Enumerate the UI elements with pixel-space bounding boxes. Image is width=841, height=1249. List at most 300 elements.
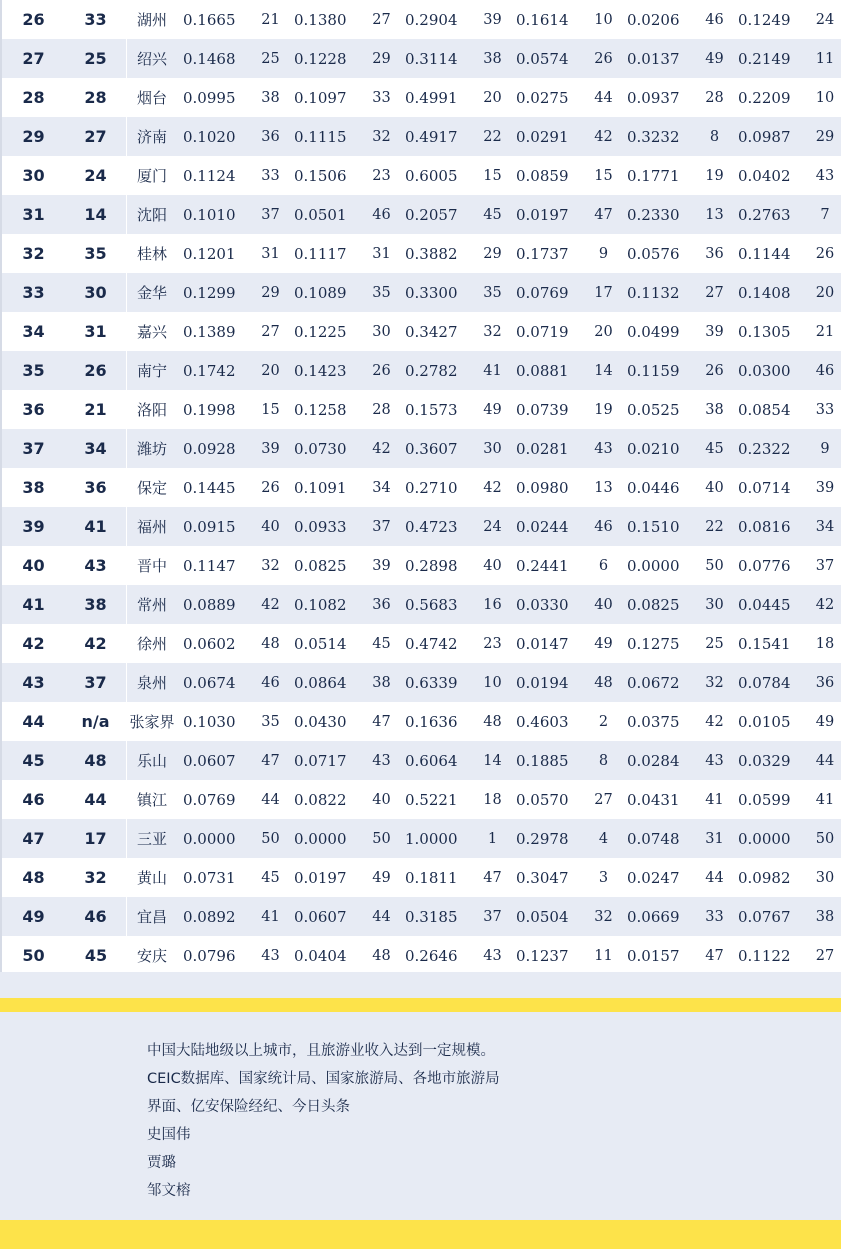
sub-rank-cell: 32: [261, 557, 280, 574]
score-cell: 0.1445: [183, 478, 236, 497]
sub-rank-cell: 38: [261, 89, 280, 106]
sub-rank-cell: 32: [705, 674, 724, 691]
table-row: [1, 78, 841, 117]
score-cell: 0.0000: [183, 829, 236, 848]
previous-rank-cell: 31: [84, 322, 107, 341]
score-cell: 0.1115: [294, 127, 347, 146]
table-row: [1, 624, 841, 663]
sub-rank-cell: 47: [594, 206, 613, 223]
sub-rank-cell: 39: [261, 440, 280, 457]
city-cell: 安庆: [136, 947, 167, 965]
city-cell: 保定: [136, 479, 167, 497]
table-row: [1, 429, 841, 468]
sub-rank-cell: 38: [483, 50, 502, 67]
sub-rank-cell: 11: [594, 947, 613, 964]
sub-rank-cell: 30: [372, 323, 391, 340]
score-cell: 0.3047: [516, 868, 569, 887]
sub-rank-cell: 29: [372, 50, 391, 67]
rank-cell: 39: [1, 507, 65, 546]
score-cell: 0.1305: [738, 322, 791, 341]
previous-rank-cell: 37: [84, 673, 107, 692]
score-cell: 0.0825: [627, 595, 680, 614]
sub-rank-cell: 32: [372, 128, 391, 145]
sub-rank-cell: 48: [594, 674, 613, 691]
sub-rank-cell: 20: [483, 89, 502, 106]
score-cell: 0.2898: [405, 556, 458, 575]
sub-rank-cell: 41: [815, 791, 835, 808]
sub-rank-cell: 38: [815, 908, 835, 925]
score-cell: 0.0197: [516, 205, 569, 224]
rank-cell: 26: [1, 0, 65, 39]
previous-rank-cell: 32: [84, 868, 107, 887]
sub-rank-cell: 43: [705, 752, 724, 769]
sub-rank-cell: 35: [261, 713, 280, 730]
score-cell: 0.1030: [183, 712, 236, 731]
score-cell: 0.1408: [738, 283, 791, 302]
city-cell: 沈阳: [136, 206, 167, 224]
score-cell: 0.1010: [183, 205, 236, 224]
sub-rank-cell: 26: [815, 245, 835, 262]
sub-rank-cell: 37: [815, 557, 835, 574]
sub-rank-cell: 7: [820, 206, 830, 223]
score-cell: 0.0915: [183, 517, 236, 536]
sub-rank-cell: 44: [705, 869, 724, 886]
previous-rank-cell: 44: [84, 790, 107, 809]
score-cell: 0.1389: [183, 322, 236, 341]
score-cell: 0.1082: [294, 595, 347, 614]
score-cell: 0.1275: [627, 634, 680, 653]
sub-rank-cell: 10: [815, 89, 835, 106]
sub-rank-cell: 24: [815, 11, 835, 28]
score-cell: 0.2782: [405, 361, 458, 380]
score-cell: 0.3300: [405, 283, 458, 302]
score-cell: 0.1122: [738, 946, 791, 965]
score-cell: 0.1998: [183, 400, 236, 419]
score-cell: 0.2330: [627, 205, 680, 224]
score-cell: 0.3114: [405, 49, 458, 68]
sub-rank-cell: 39: [815, 479, 835, 496]
sub-rank-cell: 27: [815, 947, 835, 964]
score-cell: 0.0445: [738, 595, 791, 614]
table-row: [1, 936, 841, 975]
score-cell: 0.2322: [738, 439, 791, 458]
previous-rank-cell: 26: [84, 361, 107, 380]
sub-rank-cell: 36: [372, 596, 391, 613]
city-cell: 湖州: [136, 11, 167, 29]
score-cell: 0.0731: [183, 868, 236, 887]
sub-rank-cell: 43: [261, 947, 280, 964]
sub-rank-cell: 43: [815, 167, 835, 184]
sub-rank-cell: 40: [705, 479, 724, 496]
sub-rank-cell: 19: [705, 167, 724, 184]
score-cell: 0.0525: [627, 400, 680, 419]
sub-rank-cell: 8: [709, 128, 720, 145]
city-cell: 常州: [136, 596, 167, 614]
score-cell: 0.0504: [516, 907, 569, 926]
table-row: [1, 702, 841, 741]
rank-cell: 47: [1, 819, 65, 858]
sub-rank-cell: 16: [483, 596, 502, 613]
score-cell: 0.1132: [627, 283, 680, 302]
score-cell: 0.0514: [294, 634, 347, 653]
score-cell: 0.0501: [294, 205, 347, 224]
score-cell: 0.4603: [516, 712, 569, 731]
previous-rank-cell: 24: [84, 166, 107, 185]
score-cell: 0.4991: [405, 88, 458, 107]
city-cell: 福州: [136, 518, 167, 536]
sub-rank-cell: 32: [594, 908, 613, 925]
city-cell: 乐山: [136, 752, 167, 770]
sub-rank-cell: 3: [598, 869, 609, 886]
score-cell: 0.0669: [627, 907, 680, 926]
previous-rank-cell: 21: [84, 400, 107, 419]
sub-rank-cell: 47: [705, 947, 724, 964]
score-cell: 0.0446: [627, 478, 680, 497]
rank-cell: 48: [1, 858, 65, 897]
table-row: [1, 195, 841, 234]
score-cell: 0.0928: [183, 439, 236, 458]
score-cell: 0.0157: [627, 946, 680, 965]
rank-cell: 27: [1, 39, 65, 78]
score-cell: 0.0864: [294, 673, 347, 692]
table-row: [1, 273, 841, 312]
table-row: [1, 312, 841, 351]
score-cell: 0.0854: [738, 400, 791, 419]
score-cell: 0.0784: [738, 673, 791, 692]
score-cell: 0.2763: [738, 205, 791, 224]
credit-value: 邹文榕: [147, 1183, 191, 1199]
score-cell: 0.1423: [294, 361, 347, 380]
score-cell: 0.1147: [183, 556, 236, 575]
score-cell: 0.0430: [294, 712, 347, 731]
score-cell: 0.0147: [516, 634, 569, 653]
sub-rank-cell: 22: [705, 518, 724, 535]
score-cell: 1.0000: [405, 829, 458, 848]
rank-cell: 46: [1, 780, 65, 819]
sub-rank-cell: 46: [261, 674, 280, 691]
score-cell: 0.0244: [516, 517, 569, 536]
credits-panel: [0, 1012, 841, 1220]
sub-rank-cell: 49: [594, 635, 613, 652]
sub-rank-cell: 49: [483, 401, 502, 418]
sub-rank-cell: 28: [372, 401, 391, 418]
score-cell: 0.0987: [738, 127, 791, 146]
score-cell: 0.0330: [516, 595, 569, 614]
previous-rank-cell: 27: [84, 127, 107, 146]
previous-rank-cell: 48: [84, 751, 107, 770]
sub-rank-cell: 27: [705, 284, 724, 301]
score-cell: 0.0404: [294, 946, 347, 965]
sub-rank-cell: 4: [598, 830, 609, 847]
sub-rank-cell: 36: [261, 128, 280, 145]
score-cell: 0.0796: [183, 946, 236, 965]
sub-rank-cell: 42: [705, 713, 724, 730]
sub-rank-cell: 33: [815, 401, 835, 418]
sub-rank-cell: 39: [705, 323, 724, 340]
rank-cell: 36: [1, 390, 65, 429]
previous-rank-cell: 30: [84, 283, 107, 302]
sub-rank-cell: 40: [483, 557, 502, 574]
sub-rank-cell: 37: [372, 518, 391, 535]
sub-rank-cell: 33: [372, 89, 391, 106]
rank-cell: 50: [1, 936, 65, 975]
sub-rank-cell: 26: [594, 50, 613, 67]
score-cell: 0.2978: [516, 829, 569, 848]
previous-rank-cell: 43: [84, 556, 107, 575]
score-cell: 0.0822: [294, 790, 347, 809]
sub-rank-cell: 10: [483, 674, 502, 691]
table-row: [1, 117, 841, 156]
score-cell: 0.0769: [516, 283, 569, 302]
sub-rank-cell: 44: [261, 791, 280, 808]
score-cell: 0.5683: [405, 595, 458, 614]
score-cell: 0.0739: [516, 400, 569, 419]
table-row: [1, 351, 841, 390]
table-row: [1, 858, 841, 897]
rank-cell: 35: [1, 351, 65, 390]
score-cell: 0.3882: [405, 244, 458, 263]
score-cell: 0.0980: [516, 478, 569, 497]
table-row: [1, 156, 841, 195]
sub-rank-cell: 13: [705, 206, 724, 223]
rank-cell: 33: [1, 273, 65, 312]
table-row: [1, 390, 841, 429]
previous-rank-cell: 46: [84, 907, 107, 926]
score-cell: 0.1573: [405, 400, 458, 419]
score-cell: 0.2209: [738, 88, 791, 107]
score-cell: 0.0881: [516, 361, 569, 380]
sub-rank-cell: 46: [815, 362, 835, 379]
sub-rank-cell: 41: [705, 791, 724, 808]
rank-cell: 40: [1, 546, 65, 585]
sub-rank-cell: 32: [483, 323, 502, 340]
city-cell: 三亚: [136, 830, 167, 848]
rank-cell: 34: [1, 312, 65, 351]
sub-rank-cell: 21: [815, 323, 835, 340]
sub-rank-cell: 10: [594, 11, 613, 28]
score-cell: 0.0859: [516, 166, 569, 185]
previous-rank-cell: 36: [84, 478, 107, 497]
sub-rank-cell: 29: [815, 128, 835, 145]
score-cell: 0.6005: [405, 166, 458, 185]
sub-rank-cell: 46: [372, 206, 391, 223]
previous-rank-cell: 25: [84, 49, 107, 68]
score-cell: 0.1097: [294, 88, 347, 107]
city-cell: 黄山: [136, 869, 167, 887]
sub-rank-cell: 50: [261, 830, 280, 847]
table-row: [1, 468, 841, 507]
score-cell: 0.0574: [516, 49, 569, 68]
sub-rank-cell: 37: [483, 908, 502, 925]
previous-rank-cell: 42: [84, 634, 107, 653]
previous-rank-cell: 38: [84, 595, 107, 614]
sub-rank-cell: 49: [705, 50, 724, 67]
score-cell: 0.0769: [183, 790, 236, 809]
sub-rank-cell: 46: [705, 11, 724, 28]
score-cell: 0.3232: [627, 127, 680, 146]
sub-rank-cell: 6: [598, 557, 609, 574]
credit-value: 中国大陆地级以上城市，且旅游业收入达到一定规模。: [147, 1043, 495, 1059]
rank-cell: 31: [1, 195, 65, 234]
sub-rank-cell: 45: [261, 869, 280, 886]
score-cell: 0.0000: [294, 829, 347, 848]
sub-rank-cell: 25: [261, 50, 280, 67]
sub-rank-cell: 14: [594, 362, 613, 379]
sub-rank-cell: 15: [261, 401, 280, 418]
score-cell: 0.2057: [405, 205, 458, 224]
score-cell: 0.0767: [738, 907, 791, 926]
score-cell: 0.0300: [738, 361, 791, 380]
sub-rank-cell: 28: [705, 89, 724, 106]
sub-rank-cell: 50: [372, 830, 391, 847]
sub-rank-cell: 34: [815, 518, 835, 535]
score-cell: 0.0714: [738, 478, 791, 497]
sub-rank-cell: 50: [705, 557, 724, 574]
sub-rank-cell: 36: [815, 674, 835, 691]
sub-rank-cell: 35: [483, 284, 502, 301]
table-row: [1, 663, 841, 702]
sub-rank-cell: 20: [261, 362, 280, 379]
score-cell: 0.1124: [183, 166, 236, 185]
score-cell: 0.1258: [294, 400, 347, 419]
previous-rank-cell: 41: [84, 517, 107, 536]
score-cell: 0.0000: [738, 829, 791, 848]
score-cell: 0.0402: [738, 166, 791, 185]
sub-rank-cell: 48: [372, 947, 391, 964]
score-cell: 0.0275: [516, 88, 569, 107]
score-cell: 0.0889: [183, 595, 236, 614]
sub-rank-cell: 11: [815, 50, 835, 67]
rank-cell: 45: [1, 741, 65, 780]
score-cell: 0.0602: [183, 634, 236, 653]
rank-cell: 29: [1, 117, 65, 156]
city-cell: 洛阳: [136, 401, 167, 419]
score-cell: 0.0599: [738, 790, 791, 809]
score-cell: 0.0576: [627, 244, 680, 263]
score-cell: 0.0247: [627, 868, 680, 887]
city-cell: 南宁: [136, 362, 167, 380]
score-cell: 0.2904: [405, 10, 458, 29]
score-cell: 0.1225: [294, 322, 347, 341]
sub-rank-cell: 45: [483, 206, 502, 223]
sub-rank-cell: 29: [261, 284, 280, 301]
sub-rank-cell: 17: [594, 284, 613, 301]
score-cell: 0.1237: [516, 946, 569, 965]
sub-rank-cell: 42: [594, 128, 613, 145]
rank-cell: 38: [1, 468, 65, 507]
sub-rank-cell: 44: [815, 752, 835, 769]
score-cell: 0.2710: [405, 478, 458, 497]
sub-rank-cell: 38: [372, 674, 391, 691]
sub-rank-cell: 33: [705, 908, 724, 925]
score-cell: 0.1742: [183, 361, 236, 380]
city-cell: 泉州: [136, 674, 167, 692]
sub-rank-cell: 42: [815, 596, 835, 613]
score-cell: 0.0892: [183, 907, 236, 926]
sub-rank-cell: 47: [483, 869, 502, 886]
sub-rank-cell: 20: [815, 284, 835, 301]
yellow-divider-top: [0, 998, 841, 1012]
table-row: [1, 546, 841, 585]
sub-rank-cell: 43: [483, 947, 502, 964]
score-cell: 0.0137: [627, 49, 680, 68]
score-cell: 0.1737: [516, 244, 569, 263]
sub-rank-cell: 39: [483, 11, 502, 28]
sub-rank-cell: 27: [594, 791, 613, 808]
score-cell: 0.0197: [294, 868, 347, 887]
sub-rank-cell: 25: [705, 635, 724, 652]
sub-rank-cell: 14: [483, 752, 502, 769]
sub-rank-cell: 22: [483, 128, 502, 145]
sub-rank-cell: 41: [261, 908, 280, 925]
sub-rank-cell: 44: [594, 89, 613, 106]
city-cell: 金华: [136, 284, 167, 302]
score-cell: 0.1541: [738, 634, 791, 653]
score-cell: 0.0825: [294, 556, 347, 575]
score-cell: 0.0210: [627, 439, 680, 458]
score-cell: 0.0995: [183, 88, 236, 107]
sub-rank-cell: 36: [705, 245, 724, 262]
score-cell: 0.0329: [738, 751, 791, 770]
score-cell: 0.4742: [405, 634, 458, 653]
sub-rank-cell: 26: [261, 479, 280, 496]
city-cell: 桂林: [136, 245, 167, 263]
score-cell: 0.0291: [516, 127, 569, 146]
score-cell: 0.0607: [183, 751, 236, 770]
score-cell: 0.3607: [405, 439, 458, 458]
sub-rank-cell: 43: [594, 440, 613, 457]
credit-value: 贾璐: [147, 1155, 176, 1171]
sub-rank-cell: 42: [261, 596, 280, 613]
score-cell: 0.1614: [516, 10, 569, 29]
score-cell: 0.2646: [405, 946, 458, 965]
table-row: [1, 234, 841, 273]
sub-rank-cell: 37: [261, 206, 280, 223]
table-row: [1, 741, 841, 780]
score-cell: 0.0281: [516, 439, 569, 458]
credit-value: 史国伟: [147, 1127, 191, 1143]
city-cell: 张家界: [129, 713, 175, 731]
sub-rank-cell: 26: [372, 362, 391, 379]
sub-rank-cell: 38: [705, 401, 724, 418]
rank-cell: 43: [1, 663, 65, 702]
sub-rank-cell: 30: [705, 596, 724, 613]
score-cell: 0.1771: [627, 166, 680, 185]
rank-cell: 44: [1, 702, 65, 741]
sub-rank-cell: 44: [372, 908, 391, 925]
score-cell: 0.6064: [405, 751, 458, 770]
score-cell: 0.4917: [405, 127, 458, 146]
score-cell: 0.1117: [294, 244, 347, 263]
sub-rank-cell: 41: [483, 362, 502, 379]
score-cell: 0.1665: [183, 10, 236, 29]
score-cell: 0.1380: [294, 10, 347, 29]
score-cell: 0.1201: [183, 244, 236, 263]
table-row: [1, 780, 841, 819]
score-cell: 0.1228: [294, 49, 347, 68]
score-cell: 0.3427: [405, 322, 458, 341]
sub-rank-cell: 49: [372, 869, 391, 886]
score-cell: 0.0206: [627, 10, 680, 29]
sub-rank-cell: 15: [483, 167, 502, 184]
score-cell: 0.1811: [405, 868, 458, 887]
city-cell: 嘉兴: [136, 323, 167, 341]
score-cell: 0.0776: [738, 556, 791, 575]
score-cell: 0.1885: [516, 751, 569, 770]
sub-rank-cell: 29: [483, 245, 502, 262]
sub-rank-cell: 24: [483, 518, 502, 535]
city-cell: 厦门: [136, 167, 167, 185]
